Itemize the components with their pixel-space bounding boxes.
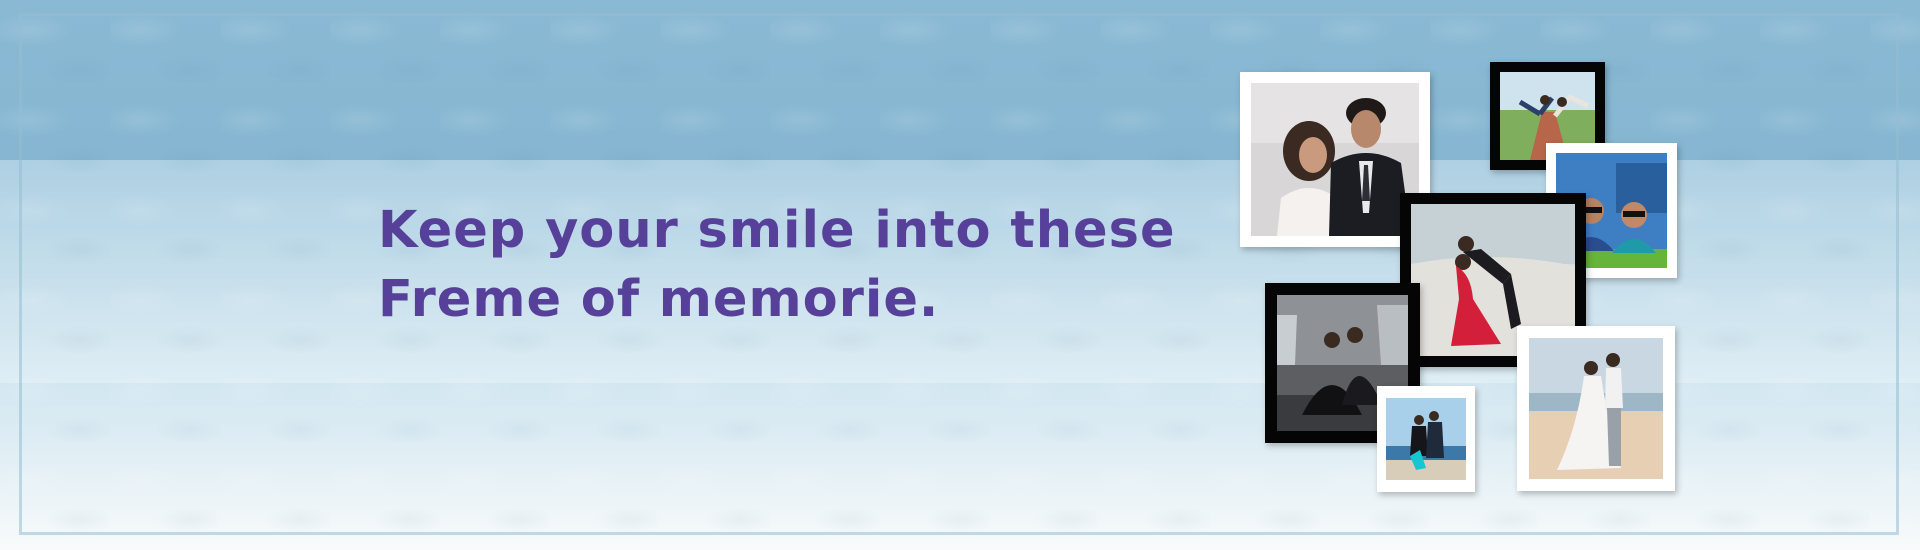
photo-couple-beach-sitting xyxy=(1377,386,1475,492)
couple-embrace-image xyxy=(1251,83,1419,236)
headline-line-2: Freme of memorie. xyxy=(378,270,940,329)
banner-headline xyxy=(378,196,1176,334)
couple-beach-sitting-image xyxy=(1386,398,1466,480)
couple-beach-gown-image xyxy=(1529,338,1663,479)
photo-couple-beach-gown xyxy=(1517,326,1675,491)
headline-line-1: Keep your smile into these xyxy=(378,201,1176,260)
